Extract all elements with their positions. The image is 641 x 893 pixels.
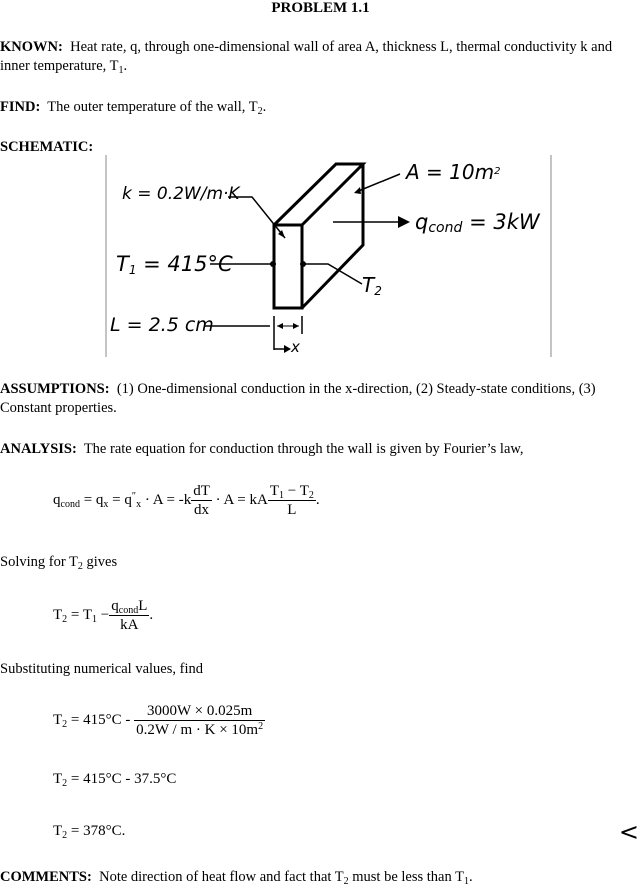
wall-slab [274,164,363,308]
analysis-text: The rate equation for conduction through the wall is given by Fourier’s law, [83,441,524,457]
known-section: KNOWN: Heat rate, q, through one-dimensional wall of area A, thickness L, thermal conductivity k and inner temperature, $T_1$. [0,39,613,76]
find-section: FIND: The outer temperature of the wall, $T_2$. [0,99,267,117]
t1-point [270,261,276,267]
schematic-label: SCHEMATIC: [0,139,94,155]
final-result-equation: $T_2 = 378^\circ C$. [53,823,126,841]
temperature-difference-fraction: $\frac{T_1 - T_2}{L}$ [269,483,314,518]
numerical-fraction: $\frac{3000W \times 0.025m}{0.2W / m \cdot K \times 10m^2}$ [136,703,264,738]
comments-section: COMMENTS: Note direction of heat flow and fact that $T_2$ must be less than $T_1$. [0,869,473,887]
find-label: FIND: [0,99,41,115]
problem-title: PROBLEM 1.1 [271,0,370,16]
qL-kA-fraction: $\frac{q_{cond}L}{kA}$ [111,598,148,633]
heat-rate-label: $q_{cond} = 3kW$ [415,210,540,236]
analysis-label: ANALYSIS: [0,441,77,457]
heat-arrow-head [398,216,410,228]
fourier-law-equation: $q_{cond} = q_x = q''_x \cdot A = -k$ $\frac{dT}{dx}$ · A = kA $\frac{T_1 - T_2}{L}$ . [53,483,320,518]
solving-text: Solving for $T_2$ gives [0,554,118,572]
k-label: k = 0.2W/m·K [122,184,240,204]
t1-label: $T_1 = 415^\circ C$ [116,252,233,277]
find-text: The outer temperature of the wall, T [47,99,258,115]
answer-check-mark: < [618,818,639,846]
x-label: x [291,338,300,356]
comments-label: COMMENTS: [0,869,92,885]
intermediate-result-equation: $T_2 = 415^\circ C - 37.5^\circ C$ [53,771,177,789]
t2-leader [303,264,362,284]
known-text: Heat rate, q, through one-dimensional wall of area A, thickness L, thermal conductivity k and inner temperature, T [0,39,613,74]
known-label: KNOWN: [0,39,63,55]
assumptions-section [0,380,636,418]
numerical-substitution-equation: $T_2 = 415^\circ C$ - $\frac{3000W \times 0.025m}{0.2W / m \cdot K \times 10m^2}$ [53,703,264,738]
t2-label: $T_2$ [362,273,382,298]
area-label: $A = 10m^2$ [406,160,501,184]
assumptions-text: (1) One-dimensional conduction in the x-direction, (2) Steady-state conditions, (3) Constant properties. [0,381,596,416]
length-label: L = 2.5 cm [110,314,214,336]
schematic-diagram [0,150,641,365]
dT-dx-fraction: $\frac{dT}{dx}$ [193,483,210,518]
substituting-text: Substituting numerical values, find [0,661,203,677]
t2-solution-equation: $T_2 = T_1$ − $\frac{q_{cond}L}{kA}$ . [53,598,154,633]
analysis-section [0,440,636,459]
assumptions-label: ASSUMPTIONS: [0,381,110,397]
